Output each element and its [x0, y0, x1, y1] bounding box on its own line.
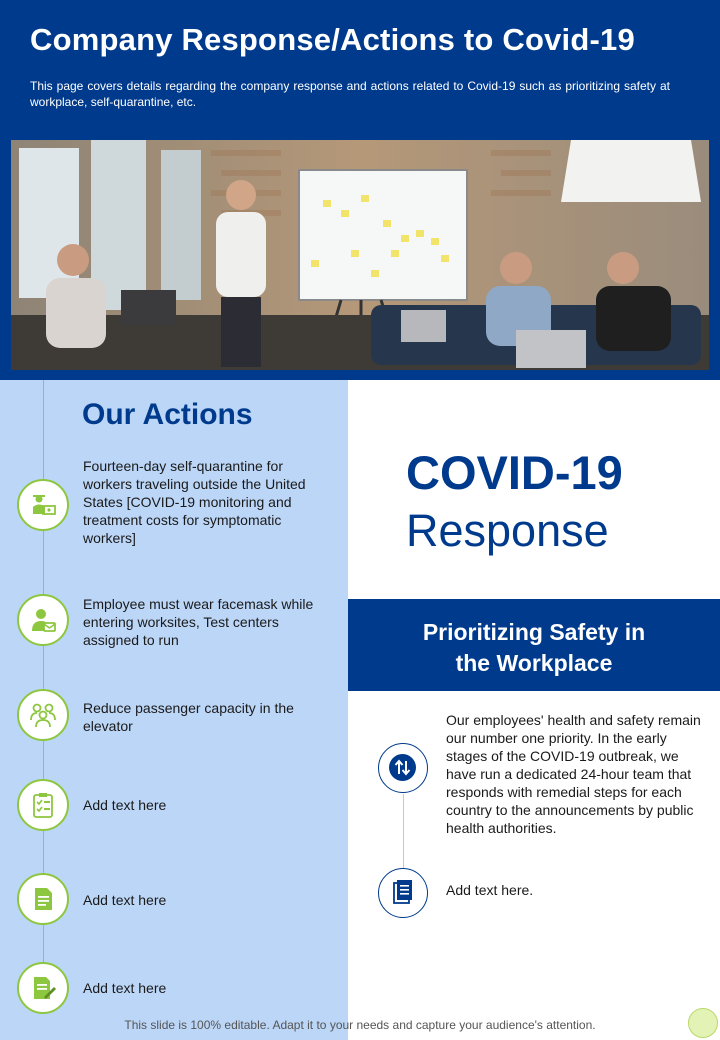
action-text-2: Employee must wear facemask while entering worksites, Test centers assigned to run [83, 596, 314, 648]
action-text-5: Add text here [83, 892, 167, 908]
up-down-arrows-icon [389, 754, 416, 781]
header-banner [0, 0, 720, 380]
covid-response-title: COVID-19 [406, 446, 623, 499]
priority-line-1: Prioritizing Safety in [422, 619, 646, 645]
clipboard-checklist-icon [30, 792, 56, 818]
page-subtitle: This page covers details regarding the company response and actions related to Covid-19 such as prioritizing safety at workplace, self-quarantine, etc. [30, 79, 670, 109]
action-icon-circle [17, 779, 69, 831]
page-title: Company Response/Actions to Covid-19 [30, 22, 635, 57]
our-actions-heading: Our Actions [82, 398, 253, 431]
document-edit-icon [30, 975, 56, 1001]
action-icon-circle [17, 873, 69, 925]
action-text-1: Fourteen-day self-quarantine for workers traveling outside the United States [COVID-19 monitoring and treatment costs for symptomatic workers] [83, 458, 306, 546]
priority-line-2: the Workplace [455, 650, 613, 676]
document-list-icon [389, 879, 416, 906]
priority-banner [348, 599, 720, 691]
covid-response-subtitle: Response [406, 505, 609, 556]
response-text-2: Add text here. [446, 882, 534, 898]
action-text-3: Reduce passenger capacity in the elevator [83, 700, 294, 734]
office-meeting-photo [11, 140, 709, 370]
employee-mask-icon [30, 607, 56, 633]
action-icon-circle [17, 594, 69, 646]
response-text-1: Our employees' health and safety remain our number one priority. In the early stages of the COVID-19 outbreak, we have run a dedicated 24-hour team that responds with remedial steps for each country to the announcements by public health authorities. [446, 712, 701, 836]
response-icon-circle [378, 868, 428, 918]
action-text-6: Add text here [83, 980, 167, 996]
corner-decoration [688, 1008, 718, 1038]
priority-banner-text [348, 617, 720, 679]
quarantine-worker-icon [30, 492, 56, 518]
action-icon-circle [17, 479, 69, 531]
document-icon [30, 886, 56, 912]
action-icon-circle [17, 962, 69, 1014]
action-icon-circle [17, 689, 69, 741]
people-group-icon [30, 702, 56, 728]
response-connector-line [403, 794, 404, 868]
action-text-4: Add text here [83, 797, 167, 813]
footer-note: This slide is 100% editable. Adapt it to your needs and capture your audience's attention. [124, 1018, 596, 1032]
response-icon-circle [378, 743, 428, 793]
